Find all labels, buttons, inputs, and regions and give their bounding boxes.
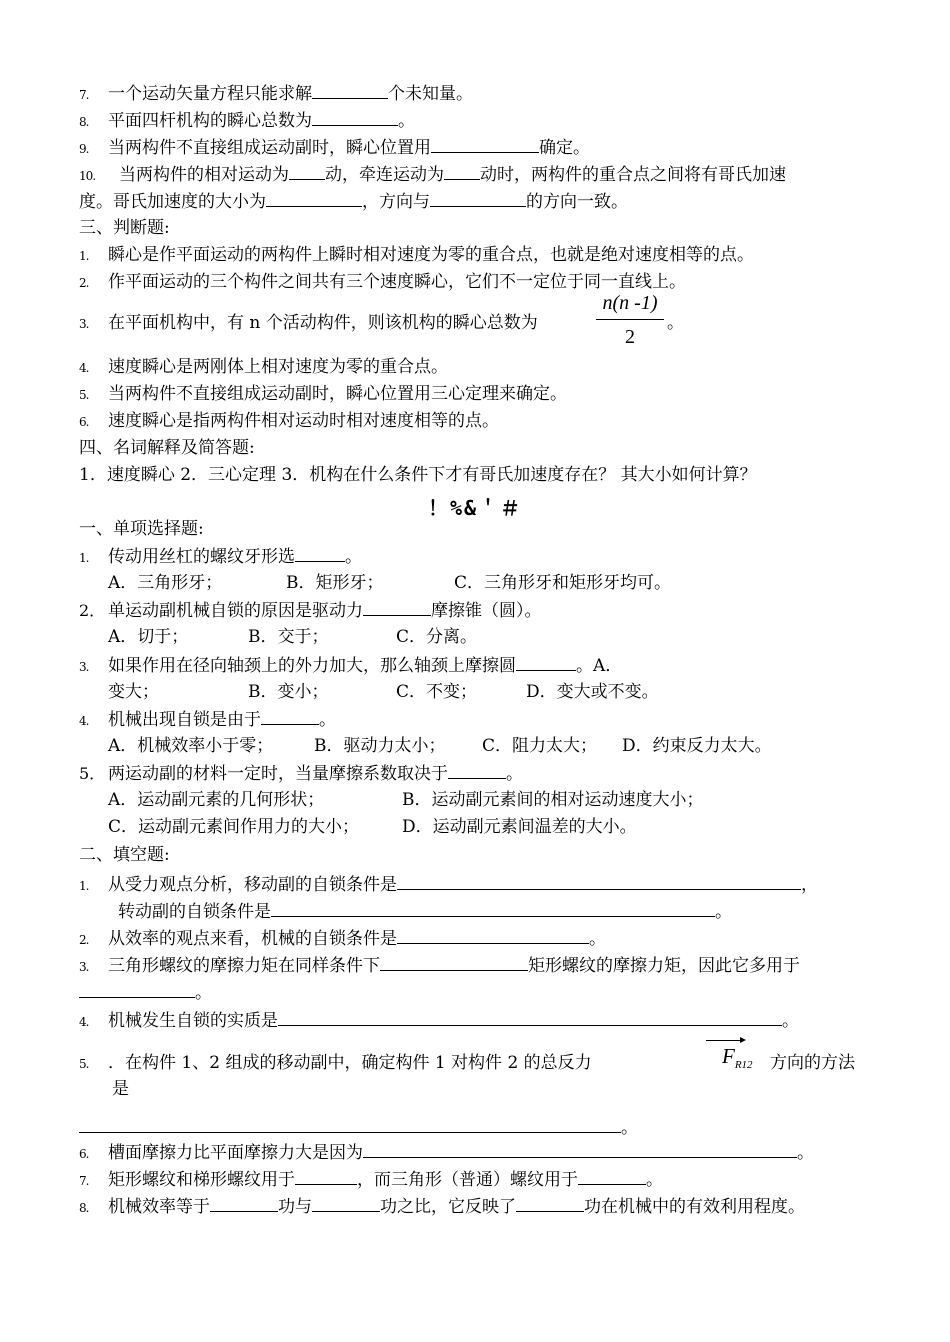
force-vector: $F_{R12}$ [722, 1044, 753, 1071]
blank [271, 900, 715, 917]
blank [431, 136, 539, 153]
vector-arrow [706, 1040, 744, 1041]
blank [79, 981, 195, 998]
blank [380, 954, 528, 971]
fill-item-cont: 。 [79, 1116, 638, 1139]
blank [312, 1195, 380, 1212]
fill-item: 8. 机械效率等于 功与 功之比，它反映了 功在机械中的有效利用程度。 [79, 1197, 805, 1217]
choice-options: 变大； B．变小； C．不变； D．变大或不变。 [108, 682, 659, 702]
choice-item-2: 2． 单运动副机械自锁的原因是驱动力 摩擦锥（圆）。 [79, 601, 542, 621]
blank [261, 708, 319, 725]
fill-item: 3. 三角形螺纹的摩擦力矩在同样条件下 矩形螺纹的摩擦力矩，因此它多用于 [79, 956, 800, 976]
fill-item-9: 9. 当两构件不直接组成运动副时，瞬心位置用 确定。 [79, 138, 590, 158]
judge-item: 4. 速度瞬心是两刚体上相对速度为零的重合点。 [79, 357, 448, 377]
judge-heading: 三、判断题: [79, 218, 170, 238]
blank [430, 190, 526, 207]
choice-item-4: 4. 机械出现自锁是由于 。 [79, 710, 336, 730]
blank [210, 1195, 278, 1212]
fill-item-cont: 。 [79, 981, 212, 1004]
choice-options: A．切于； B．交于； C．分离。 [108, 627, 478, 647]
judge-item: 1. 瞬心是作平面运动的两构件上瞬时相对速度为零的重合点，也就是绝对速度相等的点。 [79, 245, 754, 265]
judge-item: 2. 作平面运动的三个构件之间共有三个速度瞬心，它们不一定位于同一直线上。 [79, 272, 686, 292]
blank [266, 190, 362, 207]
choice-options: A．三角形牙； B．矩形牙； C．三角形牙和矩形牙均可。 [108, 573, 672, 593]
blank [397, 873, 801, 890]
fill-item: 7. 矩形螺纹和梯形螺纹用于 ，而三角形（普通）螺纹用于 。 [79, 1170, 663, 1190]
fill-item-cont: 方向的方法 [770, 1053, 855, 1073]
judge-item: 5. 当两构件不直接组成运动副时，瞬心位置用三心定理来确定。 [79, 384, 567, 404]
fill-item: 5. ．在构件 1、2 组成的移动副中，确定构件 1 对构件 2 的总反力 [79, 1053, 592, 1073]
fill-item: 4. 机械发生自锁的实质是 。 [79, 1011, 799, 1031]
chapter-title: ！%&＇＃ [427, 496, 523, 520]
terms-heading: 四、名词解释及简答题: [79, 438, 255, 458]
choice-item-3: 3. 如果作用在径向轴颈上的外力加大，那么轴颈上摩擦圆 。A． [79, 656, 623, 676]
blank [295, 545, 345, 562]
judge-item: 6. 速度瞬心是指两构件相对运动时相对速度相等的点。 [79, 411, 499, 431]
fill-item-8: 8. 平面四杆机构的瞬心总数为 。 [79, 111, 415, 131]
fill-item-cont: 转动副的自锁条件是 。 [118, 902, 732, 922]
blank [79, 1116, 621, 1133]
blank [363, 1141, 797, 1158]
formula-end: 。 [667, 313, 684, 333]
blank [312, 109, 398, 126]
blank [295, 1168, 357, 1185]
fill-heading: 二、填空题: [79, 845, 170, 865]
fill-item-10-cont: 度。哥氏加速度的大小为 ，方向与 的方向一致。 [79, 192, 628, 212]
terms-line: 1．速度瞬心 2．三心定理 3．机构在什么条件下才有哥氏加速度存在？ 其大小如何计算？ [79, 465, 757, 485]
choice-heading: 一、单项选择题: [79, 519, 204, 539]
fill-item-cont: 是 [112, 1079, 129, 1099]
choice-options: A．机械效率小于零； B．驱动力太小； C．阻力太大； D．约束反力太大。 [108, 736, 772, 756]
fill-item: 1. 从受力观点分析，移动副的自锁条件是 ， [79, 875, 818, 895]
fraction-formula: $\frac{n(n -1)}{2}$ [596, 292, 664, 349]
blank [278, 1009, 782, 1026]
fill-item-10: 10. 当两构件的相对运动为 动，牵连运动为 动时，两构件的重合点之间将有哥氏加速 [79, 165, 786, 185]
blank [516, 654, 576, 671]
choice-item-1: 1. 传动用丝杠的螺纹牙形选 。 [79, 547, 362, 567]
blank [444, 163, 480, 180]
choice-options: A．运动副元素的几何形状； B．运动副元素间的相对运动速度大小； [108, 790, 704, 810]
choice-item-5: 5． 两运动副的材料一定时，当量摩擦系数取决于 。 [79, 764, 523, 784]
fill-item-7: 7. 一个运动矢量方程只能求解 个未知量。 [79, 84, 473, 104]
blank [363, 599, 431, 616]
blank [448, 762, 506, 779]
blank [516, 1195, 584, 1212]
fill-item: 2. 从效率的观点来看，机械的自锁条件是 。 [79, 929, 606, 949]
blank [397, 927, 589, 944]
choice-options: C．运动副元素间作用力的大小； D．运动副元素间温差的大小。 [108, 817, 637, 837]
judge-item: 3. 在平面机构中，有 n 个活动构件，则该机构的瞬心总数为 [79, 313, 538, 333]
fill-item: 6. 槽面摩擦力比平面摩擦力大是因为 。 [79, 1143, 814, 1163]
blank [289, 163, 325, 180]
blank [312, 82, 388, 99]
blank [578, 1168, 646, 1185]
